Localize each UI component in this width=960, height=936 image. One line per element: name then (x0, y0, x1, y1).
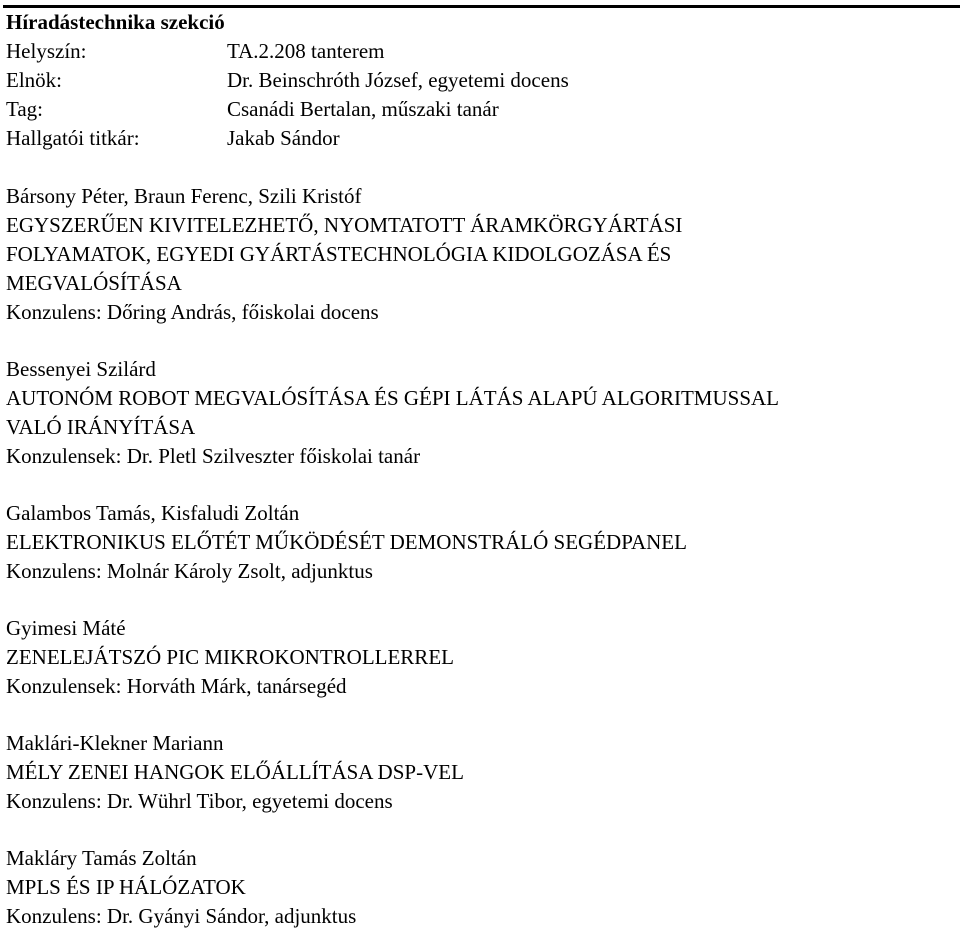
meta-label: Helyszín: (6, 39, 87, 63)
project-title-line: VALÓ IRÁNYÍTÁSA (6, 415, 196, 439)
project-advisor: Konzulensek: Horváth Márk, tanársegéd (6, 674, 347, 698)
project-entry (6, 844, 956, 931)
project-title-line: MPLS ÉS IP HÁLÓZATOK (6, 875, 246, 899)
meta-value: Dr. Beinschróth József, egyetemi docens (227, 68, 569, 92)
project-title-line: ZENELEJÁTSZÓ PIC MIKROKONTROLLERREL (6, 645, 454, 669)
project-advisor: Konzulensek: Dr. Pletl Szilveszter főiskolai tanár (6, 444, 421, 468)
project-title-line: FOLYAMATOK, EGYEDI GYÁRTÁSTECHNOLÓGIA KIDOLGOZÁSA ÉS (6, 242, 672, 266)
project-title-line: ELEKTRONIKUS ELŐTÉT MŰKÖDÉSÉT DEMONSTRÁLÓ SEGÉDPANEL (6, 530, 687, 554)
project-students: Galambos Tamás, Kisfaludi Zoltán (6, 501, 300, 525)
meta-row-member (6, 95, 956, 124)
project-entry (6, 729, 956, 816)
document-body (6, 7, 956, 931)
meta-value: Csanádi Bertalan, műszaki tanár (227, 97, 499, 121)
meta-row-chair (6, 66, 956, 95)
meta-value: Jakab Sándor (227, 126, 340, 150)
project-entry (6, 499, 956, 586)
meta-row-secretary (6, 124, 956, 153)
section-meta (6, 37, 956, 153)
project-students: Gyimesi Máté (6, 616, 126, 640)
project-title-line: AUTONÓM ROBOT MEGVALÓSÍTÁSA ÉS GÉPI LÁTÁS ALAPÚ ALGORITMUSSAL (6, 386, 779, 410)
project-students: Makláry Tamás Zoltán (6, 846, 197, 870)
meta-value: TA.2.208 tanterem (227, 39, 385, 63)
meta-label: Hallgatói titkár: (6, 126, 140, 150)
project-entry (6, 614, 956, 701)
project-entry (6, 355, 956, 471)
project-title-line: MEGVALÓSÍTÁSA (6, 271, 182, 295)
project-title-line: EGYSZERŰEN KIVITELEZHETŐ, NYOMTATOTT ÁRAMKÖRGYÁRTÁSI (6, 213, 683, 237)
project-students: Maklári-Klekner Mariann (6, 731, 224, 755)
project-students: Bársony Péter, Braun Ferenc, Szili Kristóf (6, 184, 362, 208)
project-advisor: Konzulens: Molnár Károly Zsolt, adjunktus (6, 559, 373, 583)
meta-row-location (6, 37, 956, 66)
meta-label: Tag: (6, 97, 44, 121)
project-advisor: Konzulens: Dr. Wührl Tibor, egyetemi docens (6, 789, 393, 813)
meta-label: Elnök: (6, 68, 62, 92)
project-entry (6, 182, 956, 327)
project-students: Bessenyei Szilárd (6, 357, 156, 381)
project-advisor: Konzulens: Dőring András, főiskolai docens (6, 300, 379, 324)
project-advisor: Konzulens: Dr. Gyányi Sándor, adjunktus (6, 904, 357, 928)
project-title-line: MÉLY ZENEI HANGOK ELŐÁLLÍTÁSA DSP-VEL (6, 760, 464, 784)
section-title: Híradástechnika szekció (6, 10, 225, 34)
